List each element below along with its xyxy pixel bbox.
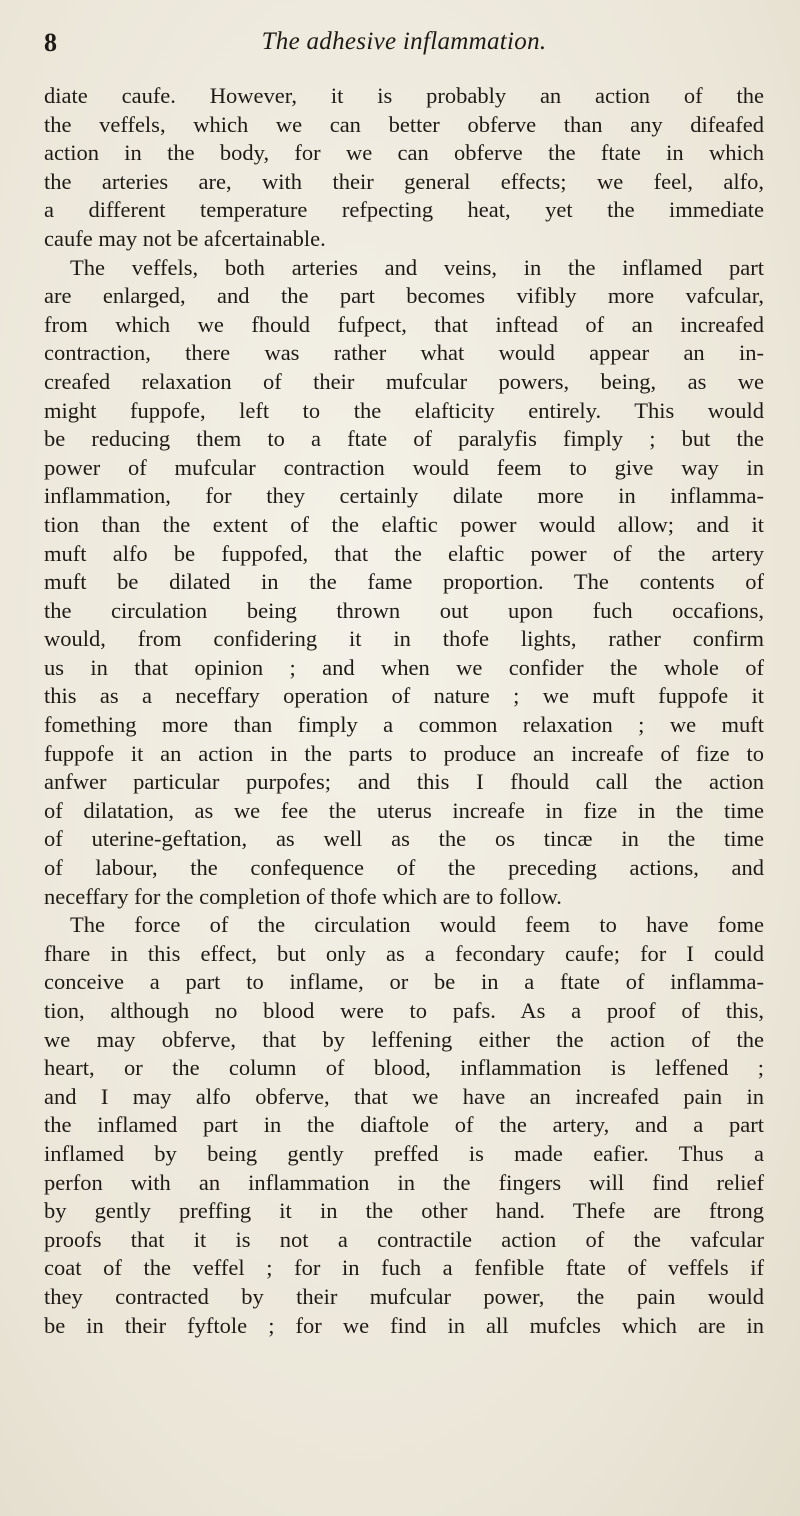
text-line: power of mufcular contraction would feem to give way in — [44, 454, 764, 480]
text-line: proofs that it is not a contractile action of the vafcular — [44, 1226, 764, 1252]
text-line: of uterine-geftation, as well as the os tincæ in the time — [44, 826, 764, 852]
text-line: muft alfo be fuppofed, that the elaftic power of the artery — [44, 540, 764, 566]
text-line: the veffels, which we can better obferve than any difeafed — [44, 111, 764, 137]
text-line: of labour, the confequence of the preceding actions, and — [44, 855, 764, 881]
text-line: heart, or the column of blood, inflammation is leffened ; — [44, 1055, 764, 1081]
page-header — [44, 26, 764, 66]
text-line: fhare in this effect, but only as a fecondary caufe; for I could — [44, 940, 764, 966]
text-line: a different temperature refpecting heat, yet the immediate — [44, 197, 764, 223]
text-line: and I may alfo obferve, that we have an increafed pain in — [44, 1083, 764, 1109]
text-line: conceive a part to inflame, or be in a ftate of inflamma- — [44, 969, 764, 995]
text-line: contraction, there was rather what would appear an in- — [44, 340, 764, 366]
text-line: inflammation, for they certainly dilate more in inflamma- — [44, 483, 764, 509]
text-line: neceffary for the completion of thofe which are to follow. — [44, 883, 562, 909]
text-line: would, from confidering it in thofe lights, rather confirm — [44, 626, 764, 652]
paragraph-3 — [44, 911, 764, 1340]
text-line: tion, although no blood were to pafs. As a proof of this, — [44, 998, 764, 1023]
text-line: inflamed by being gently preffed is made eafier. Thus a — [44, 1140, 764, 1166]
text-line: The veffels, both arteries and veins, in the inflamed part — [70, 254, 764, 280]
text-line: the inflamed part in the diaftole of the artery, and a part — [44, 1112, 764, 1138]
text-line: muft be dilated in the fame proportion. The contents of — [44, 569, 764, 595]
text-line: action in the body, for we can obferve the ftate in which — [44, 140, 764, 166]
text-line: fomething more than fimply a common relaxation ; we muft — [44, 712, 764, 738]
page-number: 8 — [44, 28, 57, 57]
text-line: be reducing them to a ftate of paralyfis fimply ; but the — [44, 426, 764, 452]
running-head: The adhesive inflammation. — [261, 28, 547, 55]
text-line: coat of the veffel ; for in fuch a fenfible ftate of veffels if — [44, 1255, 764, 1281]
paragraph-1 — [44, 82, 764, 254]
text-line: the arteries are, with their general effects; we feel, alfo, — [44, 168, 764, 194]
text-line: they contracted by their mufcular power, the pain would — [44, 1283, 764, 1309]
text-line: The force of the circulation would feem to have fome — [70, 912, 764, 938]
body-text — [44, 82, 764, 1340]
text-line: diate caufe. However, it is probably an action of the — [44, 83, 764, 108]
text-line: tion than the extent of the elaftic power would allow; and it — [44, 511, 764, 537]
text-line: of dilatation, as we fee the uterus increafe in fize in the time — [44, 797, 764, 823]
text-line: the circulation being thrown out upon fuch occafions, — [44, 597, 764, 623]
text-line: us in that opinion ; and when we confider the whole of — [44, 654, 764, 680]
text-line: we may obferve, that by leffening either the action of the — [44, 1026, 764, 1052]
text-line: by gently preffing it in the other hand. Thefe are ftrong — [44, 1198, 764, 1224]
text-line: creafed relaxation of their mufcular powers, being, as we — [44, 368, 764, 394]
text-line: might fuppofe, left to the elafticity entirely. This would — [44, 397, 764, 423]
text-line: be in their fyftole ; for we find in all mufcles which are in — [44, 1312, 764, 1338]
text-line: fuppofe it an action in the parts to produce an increafe of fize to — [44, 740, 764, 766]
text-line: perfon with an inflammation in the fingers will find relief — [44, 1169, 764, 1195]
text-line: this as a neceffary operation of nature ; we muft fuppofe it — [44, 683, 764, 709]
paragraph-2 — [44, 254, 764, 912]
text-line: are enlarged, and the part becomes vifibly more vafcular, — [44, 283, 764, 309]
text-line: from which we fhould fufpect, that inftead of an increafed — [44, 311, 764, 337]
text-line: anfwer particular purpofes; and this I fhould call the action — [44, 769, 764, 795]
text-line: caufe may not be afcertainable. — [44, 225, 326, 251]
